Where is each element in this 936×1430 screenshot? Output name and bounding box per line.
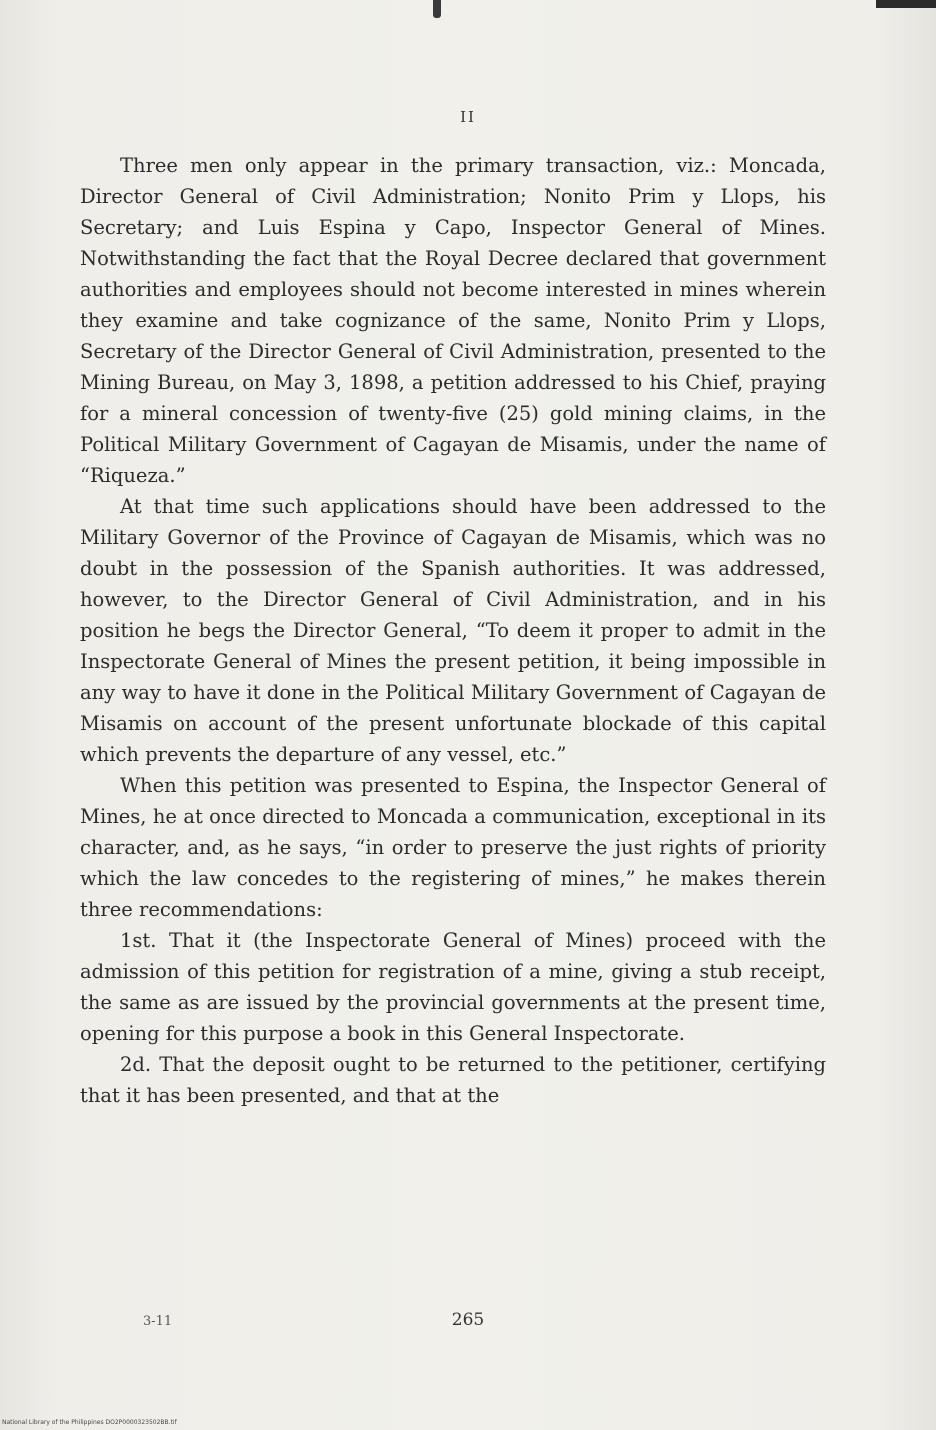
scan-edge	[876, 0, 936, 8]
paragraph: 1st. That it (the Inspectorate General of Mines) proceed with the admission of this petition for registration of a mine, giving a stub receipt, the same as are issued by the provincial governments at the present time, opening for this purpose a book in this General Inspectorate.	[80, 929, 826, 1045]
paragraph: At that time such applications should have been addressed to the Military Governor of the Province of Cagayan de Misamis, which was no doubt in the possession of the Spanish authorities. It was addressed, however, to the Director General of Civil Administration, and in his position he begs the Director General, “To deem it proper to admit in the Inspectorate General of Mines the present petition, it being impossible in any way to have it done in the Political Military Government of Cagayan de Misamis on account of the present unfortunate blockade of this capital which prevents the departure of any vessel, etc.”	[80, 495, 826, 766]
binding-mark	[433, 0, 441, 18]
page-marker: II	[460, 108, 476, 126]
paragraph: Three men only appear in the primary transaction, viz.: Moncada, Director General of Civil Administration; Nonito Prim y Llops, his Secretary; and Luis Espina y Capo, Inspector General of Mines. Notwithstanding the fact that the Royal Decree declared that government authorities and employees should not become interested in mines wherein they examine and take cognizance of the same, Nonito Prim y Llops, Secretary of the Director General of Civil Administration, presented to the Mining Bureau, on May 3, 1898, a petition addressed to his Chief, praying for a mineral concession of twenty-five (25) gold mining claims, in the Political Military Government of Cagayan de Misamis, under the name of “Riqueza.”	[80, 154, 826, 487]
body-text	[80, 150, 826, 1111]
paragraph: When this petition was presented to Espina, the Inspector General of Mines, he at once directed to Moncada a communication, exceptional in its character, and, as he says, “in order to preserve the just rights of priority which the law concedes to the registering of mines,” he makes therein three recommendations:	[80, 774, 826, 921]
paragraph: 2d. That the deposit ought to be returned to the petitioner, certifying that it has been presented, and that at the	[80, 1053, 826, 1107]
signature-mark: 3-11	[143, 1314, 173, 1329]
page-number: 265	[451, 1310, 485, 1330]
scan-credit: National Library of the Philippines DO2P0000323502BB.tif	[2, 1419, 177, 1426]
